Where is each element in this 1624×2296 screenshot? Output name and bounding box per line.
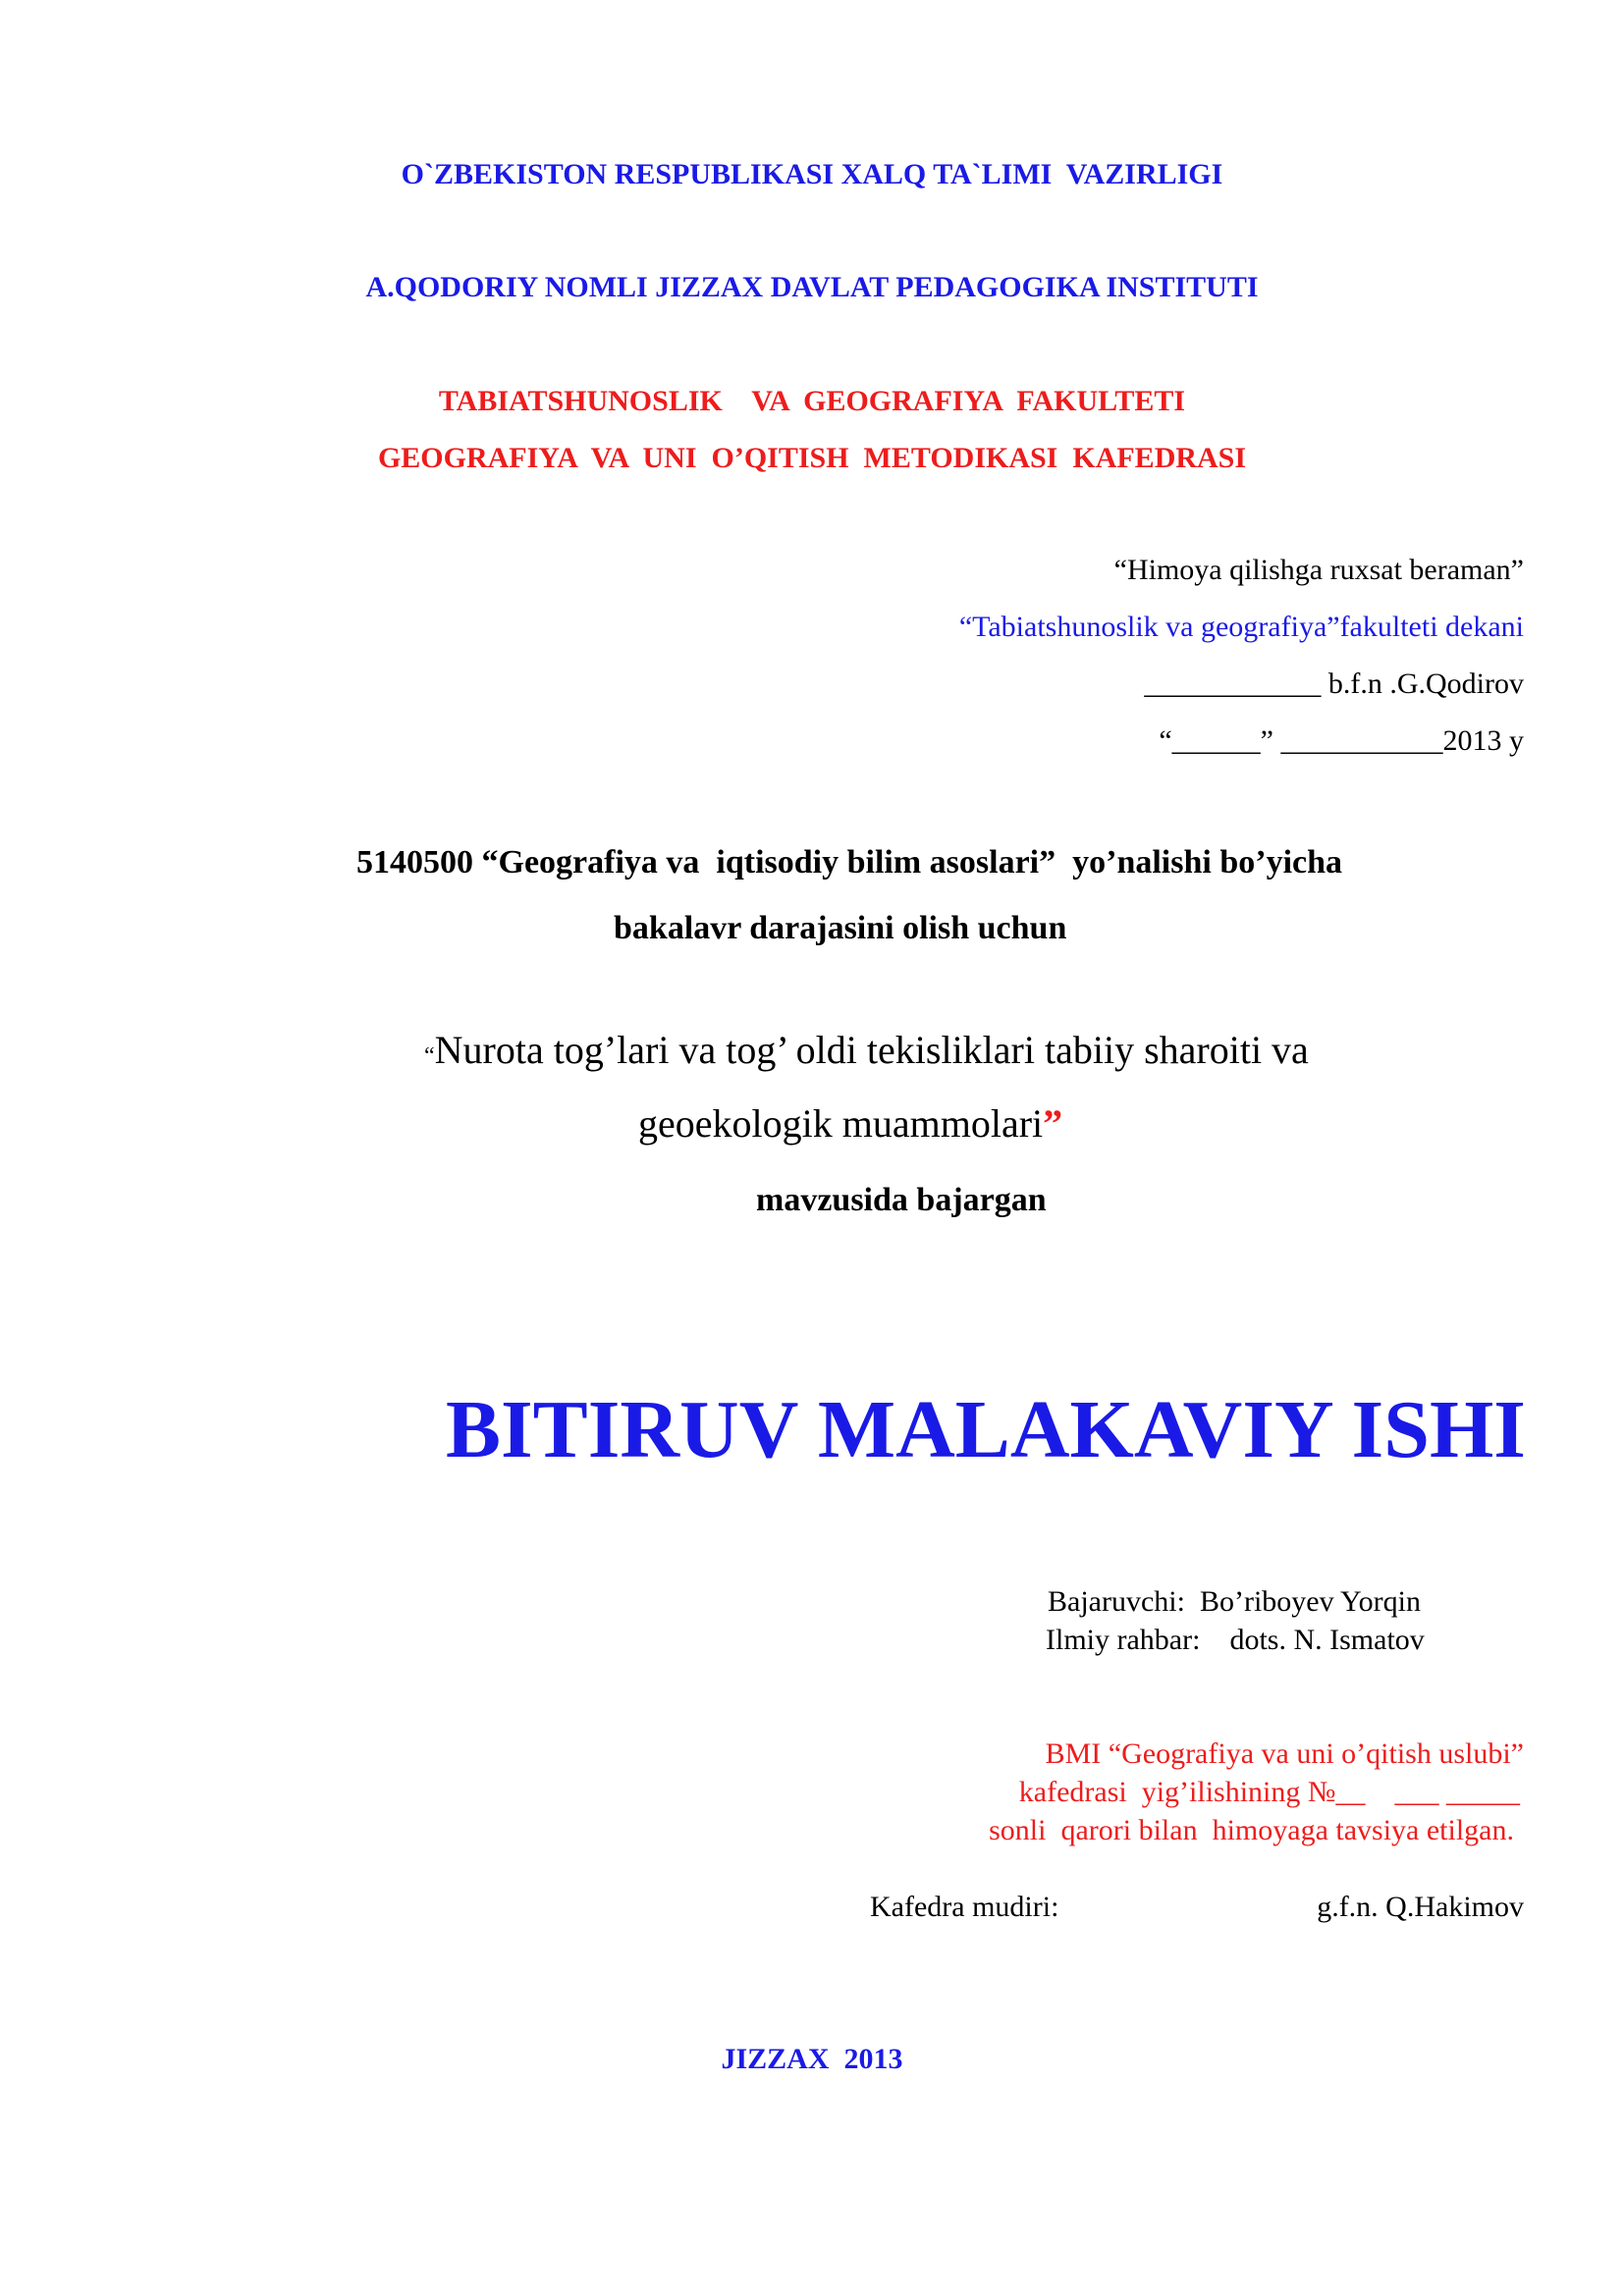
faculty-heading: TABIATSHUNOSLIK VA GEOGRAFIYA FAKULTETI [438, 385, 1186, 417]
topic-open-quote: “ [424, 1043, 435, 1069]
topic-text-2: geoekologik muammolari [638, 1101, 1044, 1146]
department-heading: GEOGRAFIYA VA UNI O’QITISH METODIKASI KAFEDRASI [377, 442, 1247, 474]
recommendation-line-3: sonli qarori bilan himoyaga tavsiya etilgan. [989, 1814, 1514, 1846]
approval-date-line: “______” ___________2013 y [1159, 724, 1524, 757]
degree-purpose: bakalavr darajasini olish uchun [614, 910, 1067, 946]
topic-line-1 [424, 1028, 1309, 1072]
head-of-department-name: g.f.n. Q.Hakimov [1317, 1891, 1524, 1923]
topic-line-2 [638, 1101, 1063, 1146]
topic-close-quote: ” [1043, 1101, 1063, 1146]
city-year: JIZZAX 2013 [721, 2043, 903, 2075]
ministry-heading: O`ZBEKISTON RESPUBLIKASI XALQ TA`LIMI VAZIRLIGI [401, 158, 1223, 190]
degree-direction: 5140500 “Geografiya va iqtisodiy bilim asoslari” yo’nalishi bo’yicha [356, 844, 1343, 881]
head-of-department-label: Kafedra mudiri: [870, 1891, 1059, 1923]
institute-heading: A.QODORIY NOMLI JIZZAX DAVLAT PEDAGOGIKA INSTITUTI [365, 271, 1259, 303]
supervisor-label: Ilmiy rahbar: [1046, 1624, 1201, 1656]
dean-line: “Tabiatshunoslik va geografiya”fakulteti dekani [958, 611, 1524, 643]
dean-signature-line: ____________ b.f.n .G.Qodirov [1144, 667, 1524, 700]
supervisor-name: dots. N. Ismatov [1229, 1624, 1425, 1656]
topic-text-1: Nurota tog’lari va tog’ oldi tekisliklari tabiiy sharoiti va [434, 1028, 1309, 1072]
recommendation-line-2: kafedrasi yig’ilishining №__ ___ _____ [1018, 1776, 1520, 1808]
performer-line [1048, 1587, 1421, 1617]
performer-name: Bo’riboyev Yorqin [1199, 1585, 1421, 1618]
approval-line: “Himoya qilishga ruxsat beraman” [1113, 554, 1524, 586]
recommendation-line-1: BMI “Geografiya va uni o’qitish uslubi” [1045, 1737, 1524, 1770]
topic-suffix: mavzusida bajargan [756, 1182, 1047, 1218]
document-title: BITIRUV MALAKAVIY ISHI [445, 1384, 1526, 1475]
performer-label: Bajaruvchi: [1048, 1585, 1185, 1618]
supervisor-line [1046, 1626, 1425, 1655]
